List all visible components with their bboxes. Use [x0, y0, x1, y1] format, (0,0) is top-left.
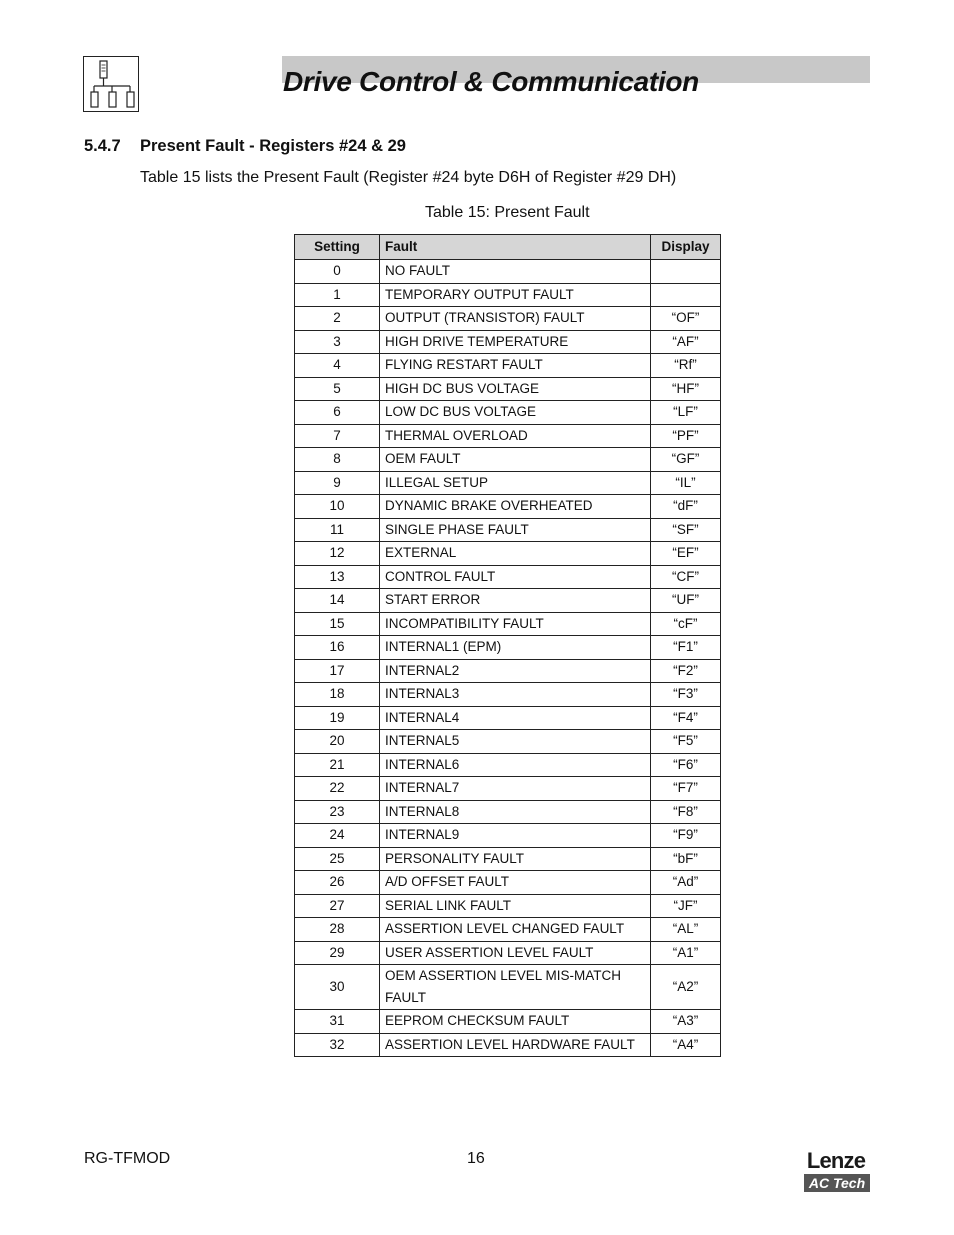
cell-fault: USER ASSERTION LEVEL FAULT	[380, 941, 651, 965]
table-row	[295, 354, 721, 378]
section-title: Present Fault - Registers #24 & 29	[140, 137, 406, 155]
cell-setting: 13	[295, 565, 380, 589]
table-header-row	[295, 235, 721, 260]
table-row	[295, 824, 721, 848]
cell-setting: 28	[295, 918, 380, 942]
cell-setting: 25	[295, 847, 380, 871]
cell-display: “LF”	[651, 401, 721, 425]
table-row	[295, 589, 721, 613]
brand-name: Lenze	[806, 1148, 866, 1173]
intro-paragraph: Table 15 lists the Present Fault (Register #24 byte D6H of Register #29 DH)	[140, 169, 677, 186]
table-row	[295, 800, 721, 824]
cell-display: “SF”	[651, 518, 721, 542]
table-row	[295, 777, 721, 801]
table-row	[295, 636, 721, 660]
cell-display: “cF”	[651, 612, 721, 636]
table-row	[295, 471, 721, 495]
cell-display: “A2”	[651, 965, 721, 1010]
cell-display: “Ad”	[651, 871, 721, 895]
cell-setting: 24	[295, 824, 380, 848]
cell-fault: HIGH DRIVE TEMPERATURE	[380, 330, 651, 354]
present-fault-table	[294, 234, 721, 1057]
cell-fault: OEM FAULT	[380, 448, 651, 472]
cell-setting: 22	[295, 777, 380, 801]
table-row	[295, 307, 721, 331]
cell-setting: 9	[295, 471, 380, 495]
cell-fault: INCOMPATIBILITY FAULT	[380, 612, 651, 636]
table-row	[295, 918, 721, 942]
cell-setting: 21	[295, 753, 380, 777]
cell-fault: ASSERTION LEVEL HARDWARE FAULT	[380, 1033, 651, 1057]
cell-setting: 16	[295, 636, 380, 660]
table-row	[295, 495, 721, 519]
cell-fault: START ERROR	[380, 589, 651, 613]
cell-display: “PF”	[651, 424, 721, 448]
cell-display: “GF”	[651, 448, 721, 472]
cell-setting: 31	[295, 1010, 380, 1034]
cell-display: “F6”	[651, 753, 721, 777]
cell-setting: 12	[295, 542, 380, 566]
cell-fault: DYNAMIC BRAKE OVERHEATED	[380, 495, 651, 519]
table-row	[295, 753, 721, 777]
cell-fault: CONTROL FAULT	[380, 565, 651, 589]
cell-setting: 17	[295, 659, 380, 683]
table-row	[295, 401, 721, 425]
cell-fault: FLYING RESTART FAULT	[380, 354, 651, 378]
cell-setting: 29	[295, 941, 380, 965]
table-row	[295, 730, 721, 754]
cell-display: “F5”	[651, 730, 721, 754]
cell-fault: INTERNAL3	[380, 683, 651, 707]
document-id: RG-TFMOD	[84, 1150, 171, 1167]
cell-setting: 19	[295, 706, 380, 730]
cell-setting: 11	[295, 518, 380, 542]
cell-fault: EEPROM CHECKSUM FAULT	[380, 1010, 651, 1034]
cell-display: “AL”	[651, 918, 721, 942]
cell-setting: 18	[295, 683, 380, 707]
table-row	[295, 965, 721, 1010]
brand-subtitle: AC Tech	[804, 1174, 870, 1192]
cell-fault: SINGLE PHASE FAULT	[380, 518, 651, 542]
cell-fault: SERIAL LINK FAULT	[380, 894, 651, 918]
cell-fault: TEMPORARY OUTPUT FAULT	[380, 283, 651, 307]
table-row	[295, 448, 721, 472]
cell-display: “F8”	[651, 800, 721, 824]
cell-display: “EF”	[651, 542, 721, 566]
cell-setting: 6	[295, 401, 380, 425]
table-row	[295, 542, 721, 566]
network-diagram-icon	[83, 56, 139, 112]
cell-fault: A/D OFFSET FAULT	[380, 871, 651, 895]
section-heading	[84, 137, 406, 156]
table-row	[295, 683, 721, 707]
table-row	[295, 847, 721, 871]
cell-display: “JF”	[651, 894, 721, 918]
cell-fault: INTERNAL9	[380, 824, 651, 848]
cell-fault: INTERNAL7	[380, 777, 651, 801]
cell-setting: 32	[295, 1033, 380, 1057]
cell-setting: 10	[295, 495, 380, 519]
page-number: 16	[467, 1150, 485, 1167]
cell-fault: ASSERTION LEVEL CHANGED FAULT	[380, 918, 651, 942]
cell-display: “F4”	[651, 706, 721, 730]
table-row	[295, 565, 721, 589]
page-title: Drive Control & Communication	[283, 66, 699, 97]
table-row	[295, 1033, 721, 1057]
table-body	[295, 260, 721, 1057]
cell-setting: 23	[295, 800, 380, 824]
cell-setting: 2	[295, 307, 380, 331]
cell-setting: 5	[295, 377, 380, 401]
cell-setting: 1	[295, 283, 380, 307]
cell-fault: HIGH DC BUS VOLTAGE	[380, 377, 651, 401]
cell-display: “UF”	[651, 589, 721, 613]
cell-display: “AF”	[651, 330, 721, 354]
column-header-setting: Setting	[295, 235, 380, 260]
cell-fault: INTERNAL1 (EPM)	[380, 636, 651, 660]
cell-display: “F9”	[651, 824, 721, 848]
cell-setting: 3	[295, 330, 380, 354]
cell-setting: 30	[295, 965, 380, 1010]
table-row	[295, 706, 721, 730]
table-row	[295, 260, 721, 284]
cell-display: “CF”	[651, 565, 721, 589]
column-header-display: Display	[651, 235, 721, 260]
cell-display	[651, 260, 721, 284]
cell-fault: INTERNAL4	[380, 706, 651, 730]
cell-fault: LOW DC BUS VOLTAGE	[380, 401, 651, 425]
table-row	[295, 424, 721, 448]
cell-fault: OEM ASSERTION LEVEL MIS-MATCH FAULT	[380, 965, 651, 1010]
cell-display: “bF”	[651, 847, 721, 871]
cell-display: “OF”	[651, 307, 721, 331]
cell-display: “F7”	[651, 777, 721, 801]
table-row	[295, 283, 721, 307]
cell-setting: 15	[295, 612, 380, 636]
column-header-fault: Fault	[380, 235, 651, 260]
cell-fault: INTERNAL5	[380, 730, 651, 754]
cell-fault: INTERNAL6	[380, 753, 651, 777]
cell-fault: ILLEGAL SETUP	[380, 471, 651, 495]
cell-display: “F2”	[651, 659, 721, 683]
cell-setting: 14	[295, 589, 380, 613]
cell-display: “A4”	[651, 1033, 721, 1057]
table-row	[295, 1010, 721, 1034]
cell-fault: EXTERNAL	[380, 542, 651, 566]
table-row	[295, 894, 721, 918]
table-row	[295, 612, 721, 636]
table-row	[295, 518, 721, 542]
cell-display: “HF”	[651, 377, 721, 401]
cell-setting: 4	[295, 354, 380, 378]
cell-display: “F3”	[651, 683, 721, 707]
cell-setting: 8	[295, 448, 380, 472]
table-row	[295, 330, 721, 354]
section-number: 5.4.7	[84, 137, 121, 155]
table-row	[295, 941, 721, 965]
cell-display: “IL”	[651, 471, 721, 495]
cell-fault: PERSONALITY FAULT	[380, 847, 651, 871]
cell-display: “A1”	[651, 941, 721, 965]
cell-fault: NO FAULT	[380, 260, 651, 284]
cell-setting: 0	[295, 260, 380, 284]
cell-display	[651, 283, 721, 307]
cell-setting: 20	[295, 730, 380, 754]
table-row	[295, 377, 721, 401]
cell-display: “Rf”	[651, 354, 721, 378]
cell-setting: 27	[295, 894, 380, 918]
cell-fault: INTERNAL8	[380, 800, 651, 824]
cell-display: “F1”	[651, 636, 721, 660]
cell-display: “A3”	[651, 1010, 721, 1034]
cell-display: “dF”	[651, 495, 721, 519]
cell-fault: OUTPUT (TRANSISTOR) FAULT	[380, 307, 651, 331]
table-row	[295, 659, 721, 683]
cell-fault: THERMAL OVERLOAD	[380, 424, 651, 448]
table-caption: Table 15: Present Fault	[425, 204, 590, 221]
table-row	[295, 871, 721, 895]
cell-fault: INTERNAL2	[380, 659, 651, 683]
cell-setting: 26	[295, 871, 380, 895]
cell-setting: 7	[295, 424, 380, 448]
lenze-logo	[802, 1149, 870, 1193]
